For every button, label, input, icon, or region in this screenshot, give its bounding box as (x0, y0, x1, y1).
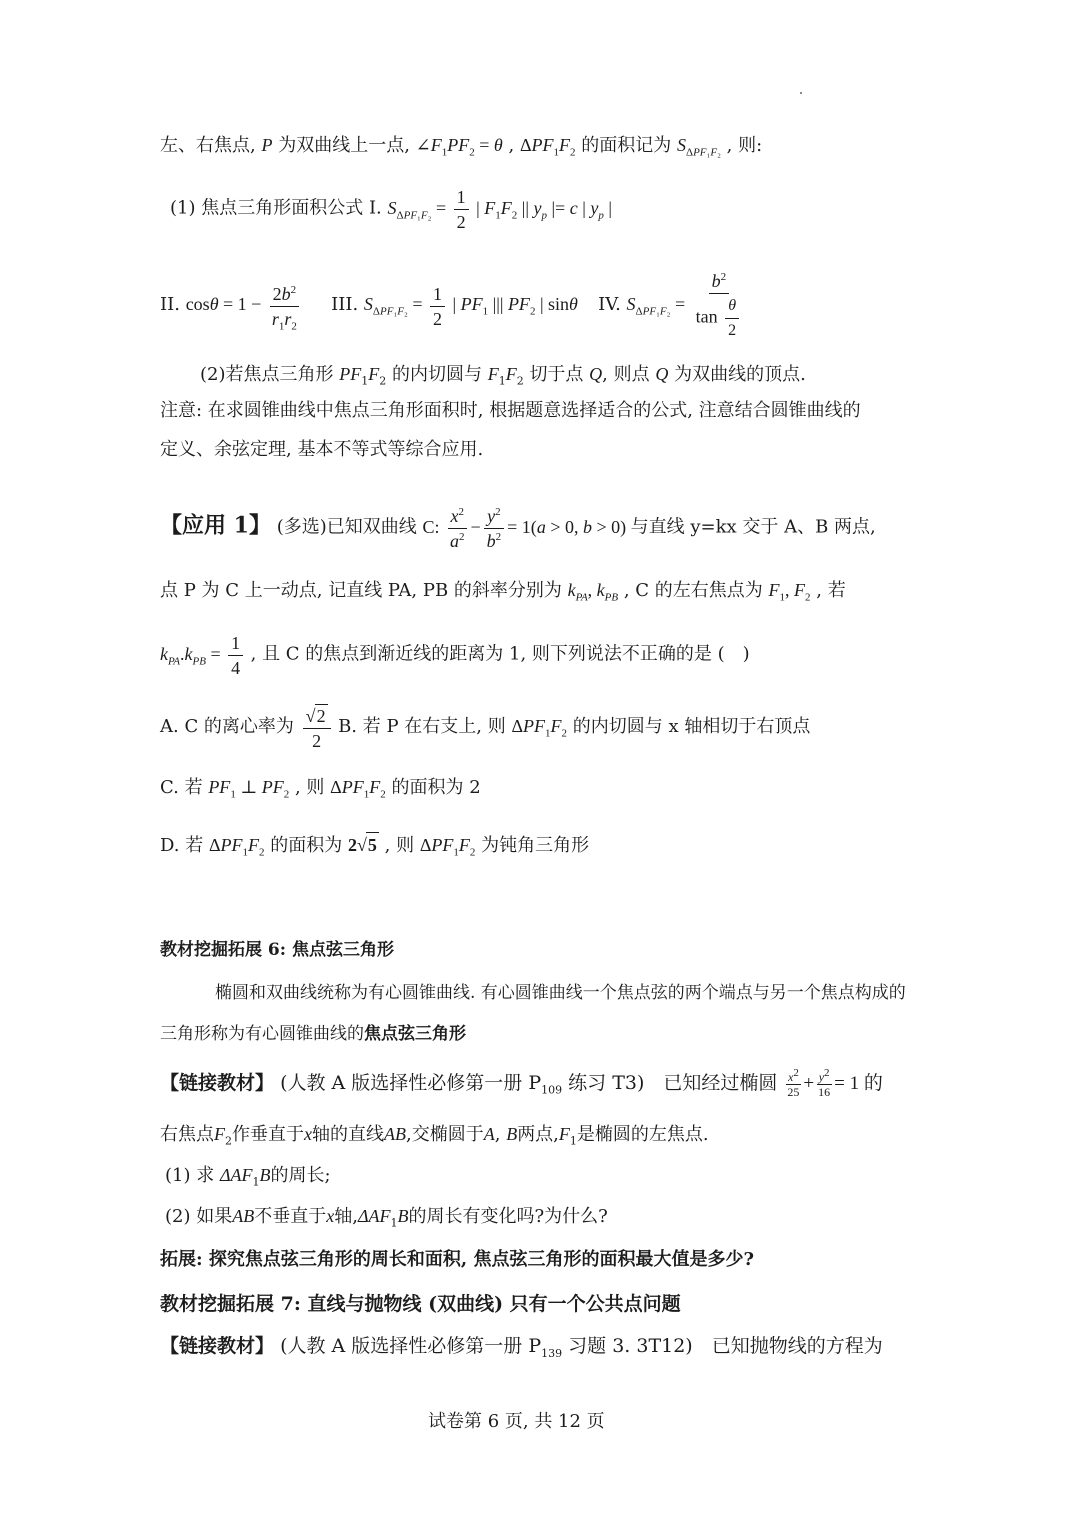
math: $\Delta PF_1F_2$ (511, 716, 568, 740)
text: 轴, (334, 1206, 358, 1227)
text: 的面积为 2 (391, 777, 481, 798)
text: 的内切圆与 (391, 364, 482, 385)
text: , 则: (726, 135, 763, 156)
option-a-text: A. C 的离心率为 (160, 716, 294, 738)
text: (1) 焦点三角形面积公式 I. (170, 197, 382, 219)
question-2: (2) 如果AB不垂直于x轴$,\Delta AF_1B$的周长有变化吗?为什么? (165, 1206, 608, 1230)
math: AB (232, 1206, 255, 1226)
option-c (160, 775, 481, 800)
math-2sqrt5: 2√5 (348, 835, 379, 855)
math: x (304, 1124, 312, 1144)
text: (2) 如果 (165, 1206, 233, 1227)
text: 习题 3. 3T12) 已知抛物线的方程为 (568, 1335, 883, 1357)
link-tag: 【链接教材】 (160, 1071, 275, 1094)
text: 与直线 y=kx 交于 A、B 两点, (630, 516, 876, 538)
link-line-2: 右焦点$F_2$作垂直于x轴的直线AB,交椭圆于A, B两点$,F_1$是椭圆的左焦点. (160, 1124, 709, 1148)
text: III. (331, 294, 359, 316)
math-sqrt2-over-2: $\frac{√2}{2}$ (300, 716, 338, 736)
math-formula-iii: $S_{\Delta PF_1F_2}$ = $\frac{1}{2}$ | $PF_1$ ||| $PF_2$ | sinθ (363, 283, 578, 329)
text: (2)若焦点三角形 (200, 364, 334, 385)
text: ,交椭圆于 (406, 1124, 484, 1145)
text: 两点, (517, 1124, 559, 1145)
math-hyperbola: C: $\frac{x^2}{a^2}$ − $\frac{y^2}{b^2}$ = 1(a > 0, b > 0) (422, 506, 631, 551)
text: IV. (598, 294, 621, 316)
text: 不垂直于 (254, 1206, 327, 1227)
ext7-title: 教材挖掘拓展 7: 直线与抛物线 (双曲线) 只有一个公共点问题 (160, 1293, 681, 1315)
link-line-1 (160, 1067, 883, 1099)
math: A (483, 1124, 495, 1144)
page-subscript: 109 (541, 1083, 563, 1097)
text: 轴的直线 (312, 1124, 384, 1145)
text: , 且 C 的焦点到渐近线的距离为 1, 则下列说法不正确的是 ( ) (250, 643, 750, 665)
ext6-title: 教材挖掘拓展 6: 焦点弦三角形 (160, 940, 394, 960)
math-product: $k_{PA}.k_{PB}$ = $\frac{1}{4}$ (160, 644, 251, 664)
text: 作垂直于 (232, 1124, 304, 1145)
math: F (214, 1124, 225, 1144)
formula-ii-iv (160, 270, 748, 342)
text: 左、右焦点, (160, 135, 256, 156)
text: 为双曲线上一点, (278, 135, 410, 156)
text: D. 若 (160, 835, 204, 856)
math: AB (384, 1124, 406, 1144)
text: 的周长有变化吗?为什么? (408, 1206, 608, 1227)
math: F (487, 364, 499, 384)
app1-line-2 (160, 578, 846, 603)
text: C. 若 (160, 777, 203, 798)
text: 右焦点 (160, 1124, 214, 1145)
text: (多选)已知双曲线 (276, 516, 417, 538)
text: 的周长; (270, 1165, 331, 1186)
text: II. (160, 294, 180, 316)
math-p: P (261, 135, 273, 155)
text: 三角形称为有心圆锥曲线的 (160, 1024, 364, 1044)
math-perp: $PF_1$ ⊥ $PF_2$ (208, 777, 290, 801)
math-ellipse: $\frac{x^2}{25}$ + $\frac{y^2}{16}$ = 1 (787, 1067, 864, 1099)
math: x (326, 1206, 335, 1226)
math: Q (655, 364, 669, 384)
math: $\Delta PF_1F_2$ (419, 835, 476, 859)
text: , 则 (294, 777, 325, 798)
link-line-3 (160, 1334, 883, 1358)
math-formula-i: $S_{\Delta PF_1F_2}$ = $\frac{1}{2}$ | $F_1F_2$ || $y_p$ |= c | $y_p$ | (387, 187, 612, 232)
math-slopes: $k_{PA}$, $k_{PB}$ (567, 580, 619, 604)
math-s: $S_{\Delta PF_1F_2}$ (676, 135, 721, 159)
text: (1) 求 (165, 1165, 215, 1186)
text: (人教 A 版选择性必修第一册 P (280, 1071, 542, 1094)
formula-i (170, 186, 612, 233)
math: ΔAF (357, 1206, 391, 1226)
page-subscript: 139 (541, 1346, 563, 1360)
text: 为钝角三角形 (481, 835, 590, 856)
text: 的面积记为 (581, 135, 672, 156)
text: 是椭圆的左焦点. (576, 1124, 709, 1145)
math: $\Delta PF_1F_2$ (208, 835, 265, 859)
app1-tag: 【应用 1】 (160, 512, 271, 539)
app1-line-3 (160, 632, 750, 679)
math: $\Delta PF_1F_2$ (330, 777, 386, 801)
note-line-1: 注意: 在求圆锥曲线中焦点三角形面积时, 根据题意选择适合的公式, 注意结合圆锥曲线的 (160, 400, 861, 421)
ext6-para-2 (160, 1022, 466, 1046)
link-tag: 【链接教材】 (160, 1335, 275, 1357)
option-a-b (160, 704, 810, 752)
page-footer: 试卷第 6 页, 共 12 页 (428, 1411, 605, 1432)
text: 为双曲线的顶点. (674, 364, 806, 385)
bold-term: 焦点弦三角形 (364, 1024, 466, 1044)
extension-question: 拓展: 探究焦点弦三角形的周长和面积, 焦点弦三角形的面积最大值是多少? (160, 1249, 754, 1270)
text: 切于点 (529, 364, 584, 385)
text: 的面积为 (270, 835, 343, 856)
math-foci: $F_1$, $F_2$ (768, 580, 811, 604)
text: 点 P 为 C 上一动点, 记直线 PA, PB 的斜率分别为 (160, 580, 562, 601)
app1-line-1 (160, 505, 876, 552)
math: Q (589, 364, 603, 384)
text: , C 的左右焦点为 (623, 580, 763, 601)
math-formula-iv: $S_{\Delta PF_1F_2}$ = $b^2$ tan $\frac{\theta}{2}$ (627, 294, 749, 314)
ext6-para-1: 椭圆和双曲线统称为有心圆锥曲线. 有心圆锥曲线一个焦点弦的两个端点与另一个焦点构成的 (215, 983, 906, 1003)
text: 的内切圆与 x 轴相切于右顶点 (572, 716, 811, 738)
text: 的 (863, 1071, 883, 1094)
line-1: 左、右焦点, P 为双曲线上一点, $\angle F_1PF_2 = \theta$ , $\Delta PF_1F_2$ 的面积记为 $S_{\Delta PF_1F_2}$ , 则: (160, 135, 763, 159)
math-formula-ii: cosθ = 1 − $\frac{2b^2}{r_1r_2}$ (186, 294, 308, 314)
question-1: (1) 求 $\Delta AF_1B$的周长; (165, 1165, 331, 1189)
text: , 则点 (602, 364, 650, 385)
math-angle: $\angle F_1PF_2 = \theta$ (415, 135, 503, 159)
math: ΔAF (219, 1165, 253, 1185)
text: , 若 (816, 580, 846, 601)
text: , 则 (384, 835, 415, 856)
option-d (160, 832, 589, 858)
option-b-text: B. 若 P 在右支上, 则 (338, 716, 506, 738)
line-p2: (2)若焦点三角形 $PF_1F_2$ 的内切圆与 $F_1F_2$ 切于点 Q, 则点 Q 为双曲线的顶点. (200, 364, 806, 388)
text: 练习 T3) 已知经过椭圆 (568, 1071, 778, 1094)
text: (人教 A 版选择性必修第一册 P (280, 1335, 542, 1357)
math-triangle: $\Delta PF_1F_2$ (519, 135, 576, 159)
scan-dot (800, 92, 802, 94)
math: PF (339, 364, 362, 384)
math: F (558, 1124, 570, 1144)
note-line-2: 定义、余弦定理, 基本不等式等综合应用. (160, 439, 484, 460)
